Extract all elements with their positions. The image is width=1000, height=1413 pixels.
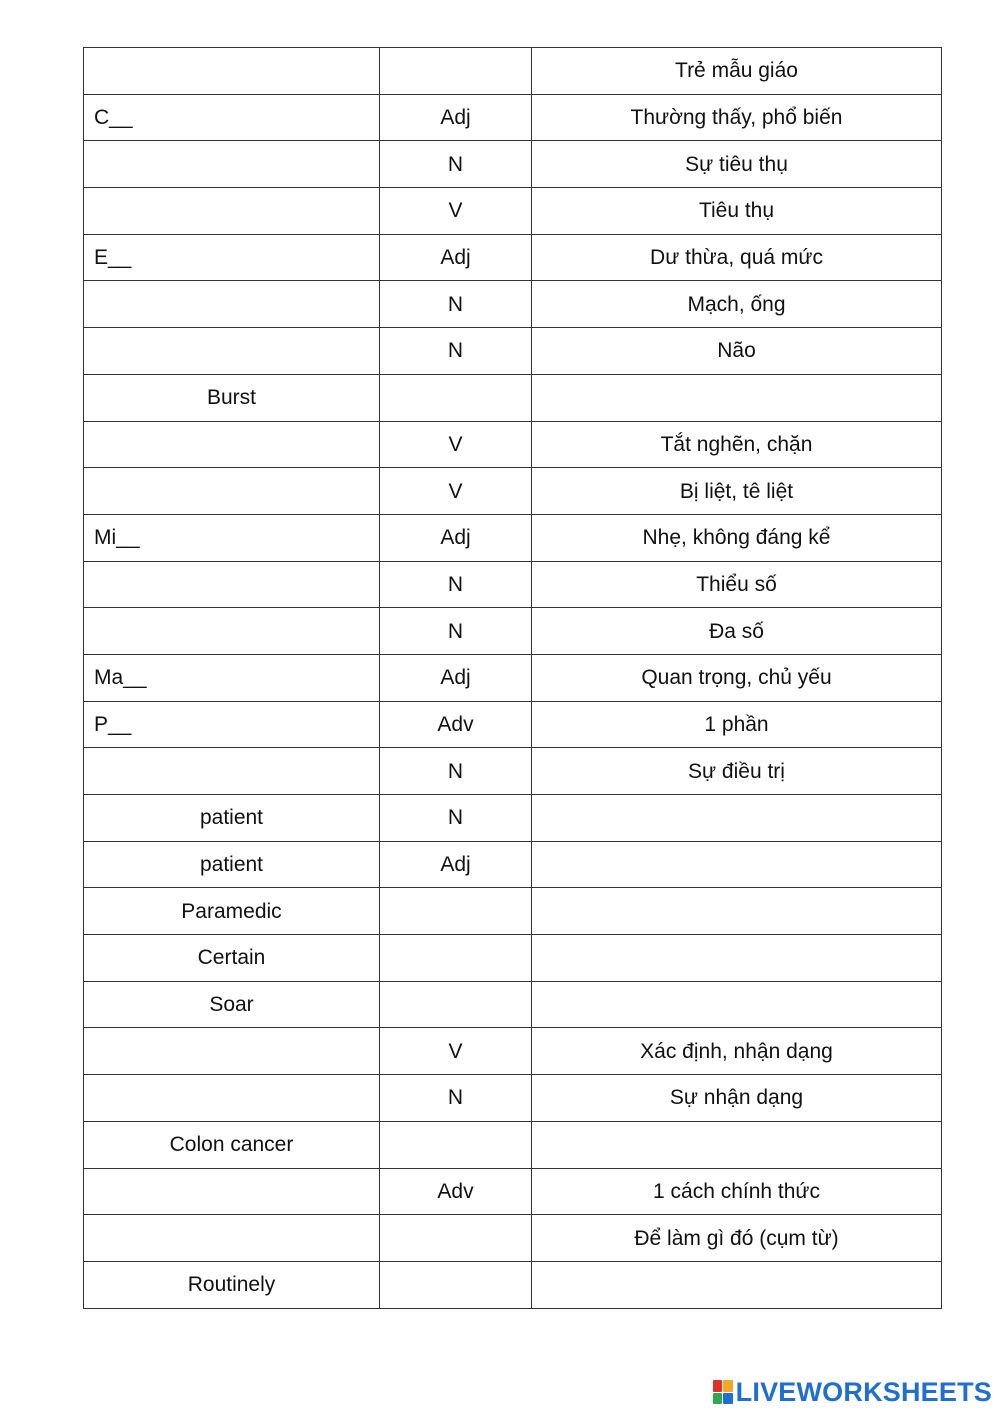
part-of-speech-cell[interactable]: N <box>380 281 532 328</box>
table-row <box>84 234 942 281</box>
meaning-cell[interactable]: Dư thừa, quá mức <box>532 234 942 281</box>
meaning-cell[interactable]: Xác định, nhận dạng <box>532 1028 942 1075</box>
part-of-speech-cell[interactable]: N <box>380 608 532 655</box>
table-row <box>84 608 942 655</box>
logo-square-orange <box>723 1380 733 1392</box>
part-of-speech-cell[interactable]: Adj <box>380 94 532 141</box>
meaning-cell[interactable] <box>532 795 942 842</box>
part-of-speech-cell[interactable] <box>380 981 532 1028</box>
word-cell[interactable] <box>84 468 380 515</box>
word-cell[interactable]: Soar <box>84 981 380 1028</box>
part-of-speech-cell[interactable]: Adj <box>380 234 532 281</box>
table-row <box>84 654 942 701</box>
table-row <box>84 281 942 328</box>
word-cell[interactable] <box>84 421 380 468</box>
table-row <box>84 1261 942 1308</box>
part-of-speech-cell[interactable]: N <box>380 561 532 608</box>
table-row <box>84 1215 942 1262</box>
part-of-speech-cell[interactable]: V <box>380 1028 532 1075</box>
word-cell[interactable] <box>84 188 380 235</box>
table-row <box>84 981 942 1028</box>
part-of-speech-cell[interactable] <box>380 888 532 935</box>
word-cell[interactable] <box>84 1215 380 1262</box>
word-cell[interactable]: E__ <box>84 234 380 281</box>
logo-square-red <box>713 1380 723 1392</box>
word-cell[interactable]: Routinely <box>84 1261 380 1308</box>
word-cell[interactable]: Paramedic <box>84 888 380 935</box>
table-row <box>84 841 942 888</box>
meaning-cell[interactable]: Để làm gì đó (cụm từ) <box>532 1215 942 1262</box>
part-of-speech-cell[interactable] <box>380 935 532 982</box>
word-cell[interactable]: Certain <box>84 935 380 982</box>
word-cell[interactable] <box>84 561 380 608</box>
liveworksheets-watermark <box>713 1377 992 1407</box>
word-cell[interactable]: Ma__ <box>84 654 380 701</box>
liveworksheets-logo-icon <box>713 1380 733 1404</box>
table-row <box>84 468 942 515</box>
table-row <box>84 1168 942 1215</box>
word-cell[interactable]: patient <box>84 841 380 888</box>
meaning-cell[interactable] <box>532 374 942 421</box>
table-row <box>84 514 942 561</box>
part-of-speech-cell[interactable]: Adv <box>380 1168 532 1215</box>
meaning-cell[interactable]: Thường thấy, phổ biến <box>532 94 942 141</box>
meaning-cell[interactable]: Trẻ mẫu giáo <box>532 48 942 95</box>
table-row <box>84 1028 942 1075</box>
part-of-speech-cell[interactable]: Adv <box>380 701 532 748</box>
meaning-cell[interactable]: 1 phần <box>532 701 942 748</box>
table-row <box>84 421 942 468</box>
meaning-cell[interactable]: Tiêu thụ <box>532 188 942 235</box>
word-cell[interactable] <box>84 1028 380 1075</box>
table-row <box>84 888 942 935</box>
table-row <box>84 935 942 982</box>
word-cell[interactable] <box>84 141 380 188</box>
word-cell[interactable] <box>84 748 380 795</box>
table-row <box>84 701 942 748</box>
table-row <box>84 141 942 188</box>
meaning-cell[interactable]: 1 cách chính thức <box>532 1168 942 1215</box>
meaning-cell[interactable]: Não <box>532 328 942 375</box>
meaning-cell[interactable]: Đa số <box>532 608 942 655</box>
word-cell[interactable]: Colon cancer <box>84 1121 380 1168</box>
part-of-speech-cell[interactable]: V <box>380 468 532 515</box>
word-cell[interactable]: P__ <box>84 701 380 748</box>
word-cell[interactable] <box>84 281 380 328</box>
vocabulary-table-body <box>84 48 942 1309</box>
table-row <box>84 1075 942 1122</box>
part-of-speech-cell[interactable] <box>380 374 532 421</box>
part-of-speech-cell[interactable] <box>380 48 532 95</box>
word-cell[interactable] <box>84 48 380 95</box>
table-row <box>84 795 942 842</box>
meaning-cell[interactable]: Sự điều trị <box>532 748 942 795</box>
word-cell[interactable]: C__ <box>84 94 380 141</box>
meaning-cell[interactable]: Mạch, ống <box>532 281 942 328</box>
word-cell[interactable]: Mi__ <box>84 514 380 561</box>
vocabulary-table <box>83 47 942 1309</box>
word-cell[interactable] <box>84 1075 380 1122</box>
part-of-speech-cell[interactable]: Adj <box>380 841 532 888</box>
meaning-cell[interactable] <box>532 981 942 1028</box>
part-of-speech-cell[interactable] <box>380 1261 532 1308</box>
meaning-cell[interactable] <box>532 841 942 888</box>
logo-square-green <box>713 1393 723 1405</box>
meaning-cell[interactable] <box>532 1121 942 1168</box>
part-of-speech-cell[interactable]: Adj <box>380 654 532 701</box>
word-cell[interactable] <box>84 1168 380 1215</box>
part-of-speech-cell[interactable]: V <box>380 188 532 235</box>
table-row <box>84 48 942 95</box>
table-row <box>84 748 942 795</box>
meaning-cell[interactable] <box>532 888 942 935</box>
word-cell[interactable]: patient <box>84 795 380 842</box>
table-row <box>84 1121 942 1168</box>
part-of-speech-cell[interactable]: N <box>380 328 532 375</box>
word-cell[interactable] <box>84 608 380 655</box>
part-of-speech-cell[interactable]: N <box>380 141 532 188</box>
meaning-cell[interactable]: Nhẹ, không đáng kể <box>532 514 942 561</box>
meaning-cell[interactable]: Sự nhận dạng <box>532 1075 942 1122</box>
meaning-cell[interactable] <box>532 1261 942 1308</box>
word-cell[interactable] <box>84 328 380 375</box>
table-row <box>84 188 942 235</box>
table-row <box>84 561 942 608</box>
meaning-cell[interactable] <box>532 935 942 982</box>
meaning-cell[interactable]: Tắt nghẽn, chặn <box>532 421 942 468</box>
meaning-cell[interactable]: Bị liệt, tê liệt <box>532 468 942 515</box>
table-row <box>84 94 942 141</box>
part-of-speech-cell[interactable]: V <box>380 421 532 468</box>
watermark-text: LIVEWORKSHEETS <box>735 1376 992 1407</box>
logo-square-blue <box>723 1393 733 1405</box>
meaning-cell[interactable]: Thiểu số <box>532 561 942 608</box>
word-cell[interactable]: Burst <box>84 374 380 421</box>
part-of-speech-cell[interactable]: N <box>380 748 532 795</box>
part-of-speech-cell[interactable] <box>380 1121 532 1168</box>
table-row <box>84 374 942 421</box>
part-of-speech-cell[interactable] <box>380 1215 532 1262</box>
meaning-cell[interactable]: Quan trọng, chủ yếu <box>532 654 942 701</box>
meaning-cell[interactable]: Sự tiêu thụ <box>532 141 942 188</box>
table-row <box>84 328 942 375</box>
part-of-speech-cell[interactable]: Adj <box>380 514 532 561</box>
part-of-speech-cell[interactable]: N <box>380 795 532 842</box>
part-of-speech-cell[interactable]: N <box>380 1075 532 1122</box>
